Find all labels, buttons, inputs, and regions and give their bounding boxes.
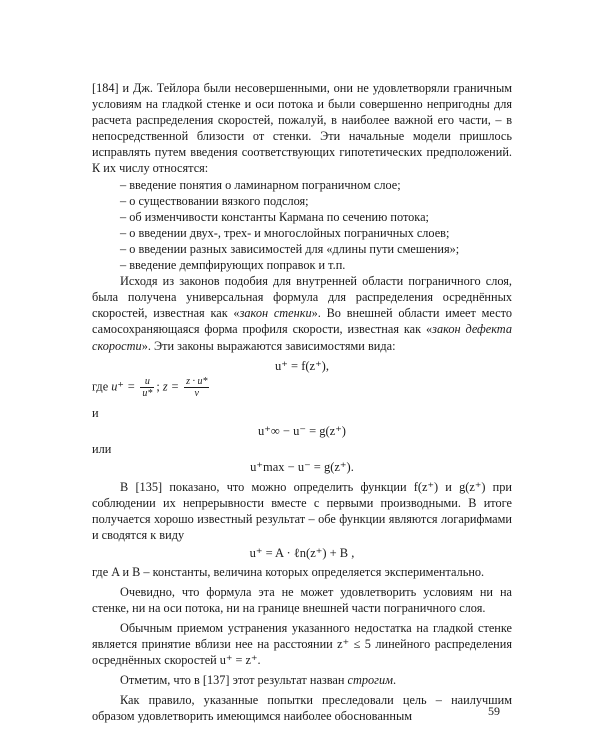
paragraph-7	[92, 672, 512, 688]
formula-1: u⁺ = f(z⁺),	[275, 358, 329, 373]
formula-4: u⁺ = A · ℓn(z⁺) + B ,	[249, 546, 355, 561]
paragraph-7-text: Отметим, что в [137] этот результат назван	[120, 673, 348, 688]
list-item: – о введении двух-, трех- и многослойных пограничных слоев;	[120, 225, 450, 240]
def-z-den: ν	[194, 387, 199, 399]
def-z-num: z · u*	[186, 375, 208, 387]
def-u-lhs: u⁺ =	[111, 379, 136, 394]
paragraph-4: где A и B – константы, величина которых определяется экспериментально.	[92, 564, 485, 579]
paragraph-8: Как правило, указанные попытки преследовали цель – наилучшим образом удовлетворить имеющимся наиболее обоснованным	[92, 693, 512, 724]
page-number: 59	[488, 704, 500, 718]
or-label: или	[92, 441, 112, 456]
definitions-line	[92, 376, 512, 399]
formula-3: u⁺max − u⁻ = g(z⁺).	[250, 459, 354, 474]
list-item: – введение демпфирующих поправок и т.п.	[120, 258, 346, 273]
paragraph-3: В [135] показано, что можно определить функции f(z⁺) и g(z⁺) при соблюдении их непрерывности вместе с первыми производными. В итоге получается хорошо известный результат – обе функции являются логарифмами и сводятся к виду	[92, 480, 512, 543]
where-label: где	[92, 379, 109, 394]
list-item: – введение понятия о ламинарном пограничном слое;	[120, 177, 401, 192]
paragraph-2-text-c: ». Эти законы выражаются зависимостями вида:	[141, 338, 396, 353]
list-item: – о введении разных зависимостей для «длины пути смешения»;	[120, 241, 460, 256]
assumptions-list	[92, 177, 512, 274]
def-u-den: u*	[142, 387, 153, 399]
paragraph-1: [184] и Дж. Тейлора были несовершенными, они не удовлетворяли граничным условиям на гладкой стенке и оси потока и были совершенно непригодны для расчета распределения скоростей, пожалуй, в наиболее важной его части, – в непосредственной близости от стенки. Эти начальные модели пришлось исправлять путем введения соответствующих гипотетических предположений. К их числу относятся:	[92, 81, 512, 176]
list-item: – о существовании вязкого подслоя;	[120, 193, 309, 208]
def-u-num: u	[140, 376, 154, 388]
body-text	[92, 80, 512, 724]
list-item: – об изменчивости константы Кармана по сечению потока;	[120, 209, 429, 224]
def-z-fraction	[184, 376, 209, 399]
def-separator: ;	[156, 379, 160, 394]
def-u-fraction	[140, 376, 154, 399]
paragraph-5: Очевидно, что формула эта не может удовлетворить условиям ни на стенке, ни на оси потока, ни на границе внешней части пограничного слоя.	[92, 584, 512, 615]
paragraph-6: Обычным приемом устранения указанного недостатка на гладкой стенке является принятие вблизи нее на расстоянии z⁺ ≤ 5 линейного распределения осреднённых скоростей u⁺ = z⁺.	[92, 620, 512, 667]
law-of-wall: закон стенки	[239, 306, 312, 321]
strict-term: строгим	[347, 673, 393, 688]
and-label: и	[92, 405, 99, 420]
formula-2: u⁺∞ − u⁻ = g(z⁺)	[258, 423, 346, 438]
paragraph-7-end: .	[392, 673, 397, 688]
paragraph-2	[92, 273, 512, 353]
paragraph-2-text-a: Исходя из законов подобия для внутренней области пограничного слоя, была получена универсальная формула для распределения осреднённых скоростей, известная как «	[92, 274, 512, 321]
def-z-lhs: z =	[162, 379, 179, 394]
paragraph-2-text-b: ». Во внешней области имеет место самосохраняющаяся форма профиля скорости, известная как «	[92, 306, 513, 337]
velocity-defect-law: закон дефекта скорости	[92, 322, 512, 353]
